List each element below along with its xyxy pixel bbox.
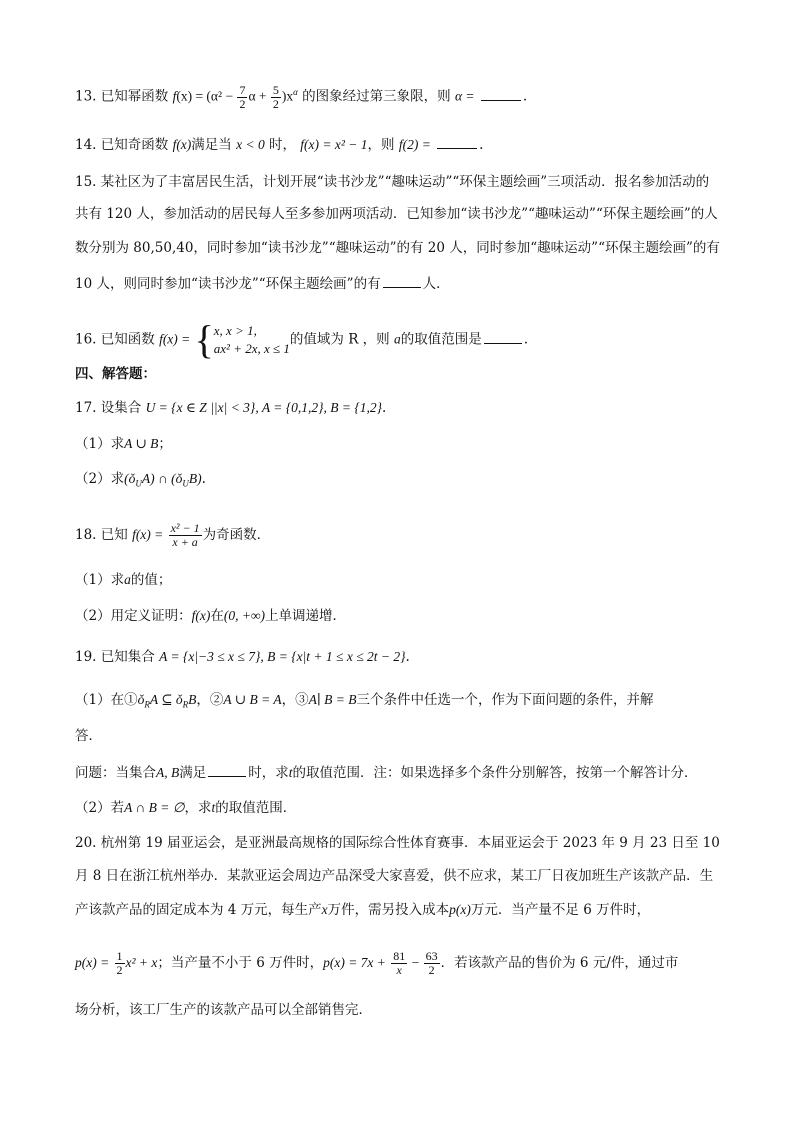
q16-a: a bbox=[393, 331, 401, 347]
q17-p2d: B) bbox=[188, 471, 202, 486]
q13-end: . bbox=[522, 88, 528, 105]
question-20-line-1: 20. 杭州第 19 届亚运会，是亚洲最高规格的国际综合性体育赛事．本届亚运会于 2023 年 9 月 23 日至 10 bbox=[75, 835, 720, 851]
q13-answer-blank[interactable] bbox=[481, 86, 521, 101]
q16-end: . bbox=[523, 331, 528, 348]
q19-p1b: ，② bbox=[196, 692, 224, 708]
question-17 bbox=[75, 398, 386, 418]
q19-p2a: （2）若 bbox=[75, 800, 125, 816]
question-20-line-4 bbox=[75, 950, 678, 977]
q17-p2c: A) ∩ (ǒ bbox=[141, 471, 183, 486]
q18-part-2 bbox=[75, 606, 346, 626]
q19-c1s: R bbox=[144, 699, 150, 710]
q20-l4f3n: 63 bbox=[425, 949, 438, 963]
q13-minus: − bbox=[222, 88, 237, 104]
question-15-line-1: 15. 某社区为了丰富居民生活，计划开展“读书沙龙”“趣味运动”“环保主题绘画”三项活动．报名参加活动的 bbox=[75, 174, 710, 190]
q18-f1: f(x) = bbox=[132, 527, 164, 542]
q17-p2sub2: U bbox=[182, 478, 189, 489]
question-15-line-4 bbox=[75, 273, 450, 294]
q16-label: 16. 已知函数 bbox=[75, 331, 155, 348]
q18-p2a: （2）用定义证明： bbox=[75, 608, 192, 624]
q20-l4t2: ．若该款产品的售价为 6 元/件，通过市 bbox=[440, 955, 679, 971]
q20-l4t: ；当产量不小于 6 万件时， bbox=[157, 955, 324, 971]
question-20-line-2: 月 8 日在浙江杭州举办．某款亚运会周边产品深受大家喜爱，供不应求，某工厂日夜加班生产该款产品．生 bbox=[75, 868, 714, 884]
q14-expr: f(x) = x² − 1 bbox=[300, 137, 368, 152]
q19-end: . bbox=[405, 649, 410, 665]
q19-c1: ǒ bbox=[137, 692, 145, 707]
q19-c2: A ∪ B = A bbox=[223, 692, 282, 707]
q13-frac1-num: 7 bbox=[239, 82, 246, 97]
q20-l4fn: 1 bbox=[116, 949, 123, 963]
q16-case2: ax² + 2x, x ≤ 1 bbox=[213, 341, 290, 356]
q19-ques-c: 时，求 bbox=[248, 765, 289, 781]
q14-t3: ，则 bbox=[367, 137, 395, 153]
q20-frac-81 bbox=[391, 950, 407, 977]
question-20-line-3 bbox=[75, 900, 650, 920]
q19-ques-b: 满足 bbox=[179, 765, 207, 781]
q19-ques-d: 的取值范围．注：如果选择多个条件分别解答，按第一个解答计分． bbox=[292, 765, 698, 781]
question-15-line-3: 数分别为 80,50,40，同时参加“读书沙龙”“趣味运动”的有 20 人，同时参加“趣味运动”“环保主题绘画”的有 bbox=[75, 240, 720, 256]
q14-end: . bbox=[479, 137, 484, 153]
q19-p2t: t bbox=[211, 800, 216, 815]
q20-l4f2d: x bbox=[396, 963, 402, 977]
q18-p1a: （1）求 bbox=[75, 572, 125, 588]
q18-p1c: 的值； bbox=[130, 572, 172, 588]
question-18 bbox=[75, 522, 270, 549]
q13-frac2-den: 2 bbox=[272, 96, 279, 111]
q17-p1a: （1）求 bbox=[75, 436, 125, 452]
q19-part-1 bbox=[75, 690, 654, 715]
q16-brace-icon: { bbox=[194, 317, 214, 362]
q17-part-2 bbox=[75, 469, 206, 494]
q14-t2: 时， bbox=[269, 137, 296, 153]
q19-c1c: B bbox=[188, 692, 197, 707]
q13-sup: α bbox=[293, 87, 298, 97]
q20-line3c: 万元．当产量不足 6 万件时， bbox=[470, 902, 651, 918]
q13-func: f bbox=[172, 88, 177, 104]
q19-p2b: A ∩ B = ∅ bbox=[124, 800, 185, 815]
q19-p2d: 的取值范围． bbox=[215, 800, 297, 816]
q19-question bbox=[75, 762, 698, 783]
q13-frac2 bbox=[271, 84, 281, 111]
q13-eq-lead: (x) = (α² bbox=[176, 88, 223, 104]
question-19 bbox=[75, 647, 410, 667]
q20-l4tail: x² + x bbox=[125, 955, 158, 970]
q20-l4f2n: 81 bbox=[393, 949, 406, 963]
q18-p2c: 在 bbox=[210, 608, 224, 624]
q20-l4minus: − bbox=[408, 955, 423, 970]
section-4-heading: 四、解答题： bbox=[75, 366, 156, 382]
q16-cases bbox=[214, 322, 290, 358]
q16-answer-blank[interactable] bbox=[484, 329, 522, 344]
q14-label: 14. 已知奇函数 bbox=[75, 137, 169, 153]
q19-ques-a: 问题：当集合 bbox=[75, 765, 156, 781]
q13-ask: α = bbox=[454, 88, 475, 104]
q18-part-1 bbox=[75, 570, 171, 590]
question-16 bbox=[75, 317, 528, 362]
q19-ques-t: t bbox=[288, 765, 293, 780]
q19-label: 19. 已知集合 bbox=[75, 649, 155, 665]
q18-den: x + a bbox=[172, 535, 198, 549]
q18-fraction bbox=[169, 522, 202, 549]
q17-p2e: . bbox=[201, 471, 206, 487]
q13-label: 13. 已知幂函数 bbox=[75, 88, 169, 105]
q18-num: x² − 1 bbox=[170, 521, 200, 535]
q19-ques-ab: A, B bbox=[156, 765, 180, 780]
q16-t2: 的取值范围是 bbox=[400, 331, 482, 348]
q19-part-2 bbox=[75, 798, 296, 818]
q17-end: . bbox=[382, 400, 387, 416]
q14-t1: 满足当 bbox=[191, 137, 232, 153]
q13-frac1-den: 2 bbox=[239, 96, 246, 111]
question-15-line-2: 共有 120 人，参加活动的居民每人至多参加两项活动．已知参加“读书沙龙”“趣味运动”“环保主题绘画”的人 bbox=[75, 206, 718, 222]
q19-sets: A = {x|−3 ≤ x ≤ 7}, B = {x|t + 1 ≤ x ≤ 2t − 2} bbox=[159, 649, 406, 664]
q18-p2b: f(x) bbox=[191, 608, 211, 623]
q17-p2sub: U bbox=[135, 478, 142, 489]
q15-line4a: 10 人，则同时参加“读书沙龙”“环保主题绘画”的有 bbox=[75, 276, 381, 292]
q20-l4p2: p(x) = 7x + bbox=[323, 955, 386, 970]
q14-f1: f(x) bbox=[172, 137, 192, 152]
q18-p2d: (0, +∞) bbox=[223, 608, 266, 623]
q16-piecewise bbox=[194, 317, 290, 362]
q14-cond: x < 0 bbox=[236, 137, 265, 152]
q15-line4b: 人． bbox=[422, 276, 450, 292]
question-14 bbox=[75, 134, 483, 155]
q19-c1s2: R bbox=[182, 699, 189, 710]
q13-alpha-plus: α + bbox=[248, 88, 270, 104]
q20-line3x: x bbox=[321, 902, 328, 917]
q19-p1a: （1）在① bbox=[75, 692, 138, 708]
q18-label: 18. 已知 bbox=[75, 527, 128, 543]
q17-p2a: （2）求 bbox=[75, 471, 125, 487]
q16-t1: 的值域为 R ，则 bbox=[289, 331, 390, 348]
q18-t1: 为奇函数． bbox=[202, 527, 271, 543]
q14-ask: f(2) = bbox=[398, 137, 431, 152]
q17-label: 17. 设集合 bbox=[75, 400, 142, 416]
q19-p2c: ，求 bbox=[184, 800, 212, 816]
q19-part-1-cont: 答． bbox=[75, 728, 102, 744]
q20-frac-half bbox=[115, 950, 125, 977]
q20-frac-63 bbox=[424, 950, 440, 977]
q16-case1: x, x > 1, bbox=[213, 323, 257, 338]
q20-line3a: 产该款产品的固定成本为 4 万元，每生产 bbox=[75, 902, 322, 918]
q20-l4p: p(x) = bbox=[75, 955, 110, 970]
q20-l4fd: 2 bbox=[116, 963, 123, 977]
q13-frac1 bbox=[237, 84, 247, 111]
q15-answer-blank[interactable] bbox=[383, 273, 421, 288]
q13-frac2-num: 5 bbox=[272, 82, 279, 97]
q17-p1c: ； bbox=[158, 436, 172, 452]
q17-p2b: (ǒ bbox=[124, 471, 136, 486]
q16-f1: f(x) = bbox=[159, 331, 191, 347]
q20-line3p: p(x) bbox=[449, 902, 471, 917]
q20-l4f3d: 2 bbox=[428, 963, 435, 977]
question-13 bbox=[75, 82, 527, 111]
q17-part-1 bbox=[75, 434, 172, 454]
q19-p1c: ，③ bbox=[281, 692, 309, 708]
q14-answer-blank[interactable] bbox=[437, 134, 477, 149]
q13-text: 的图象经过第三象限，则 bbox=[302, 88, 451, 105]
q20-line3b: 万件，需另投入成本 bbox=[327, 902, 450, 918]
q19-p1d: 三个条件中任选一个，作为下面问题的条件，并解 bbox=[356, 692, 654, 708]
q18-p1b: a bbox=[124, 572, 131, 587]
question-20-line-5: 场分析，该工厂生产的该款产品可以全部销售完． bbox=[75, 1002, 372, 1018]
q17-sets: U = {x ∈ Z ||x| < 3}, A = {0,1,2}, B = {1,2} bbox=[145, 400, 383, 415]
q19-c3: A∣ B = B bbox=[308, 692, 357, 707]
q19-c1b: A ⊆ ǒ bbox=[149, 692, 183, 707]
q17-p1b: A ∪ B bbox=[124, 436, 159, 451]
q18-p2e: 上单调递增． bbox=[265, 608, 347, 624]
q19-answer-blank[interactable] bbox=[208, 762, 246, 777]
q13-tail: )x bbox=[281, 88, 294, 104]
